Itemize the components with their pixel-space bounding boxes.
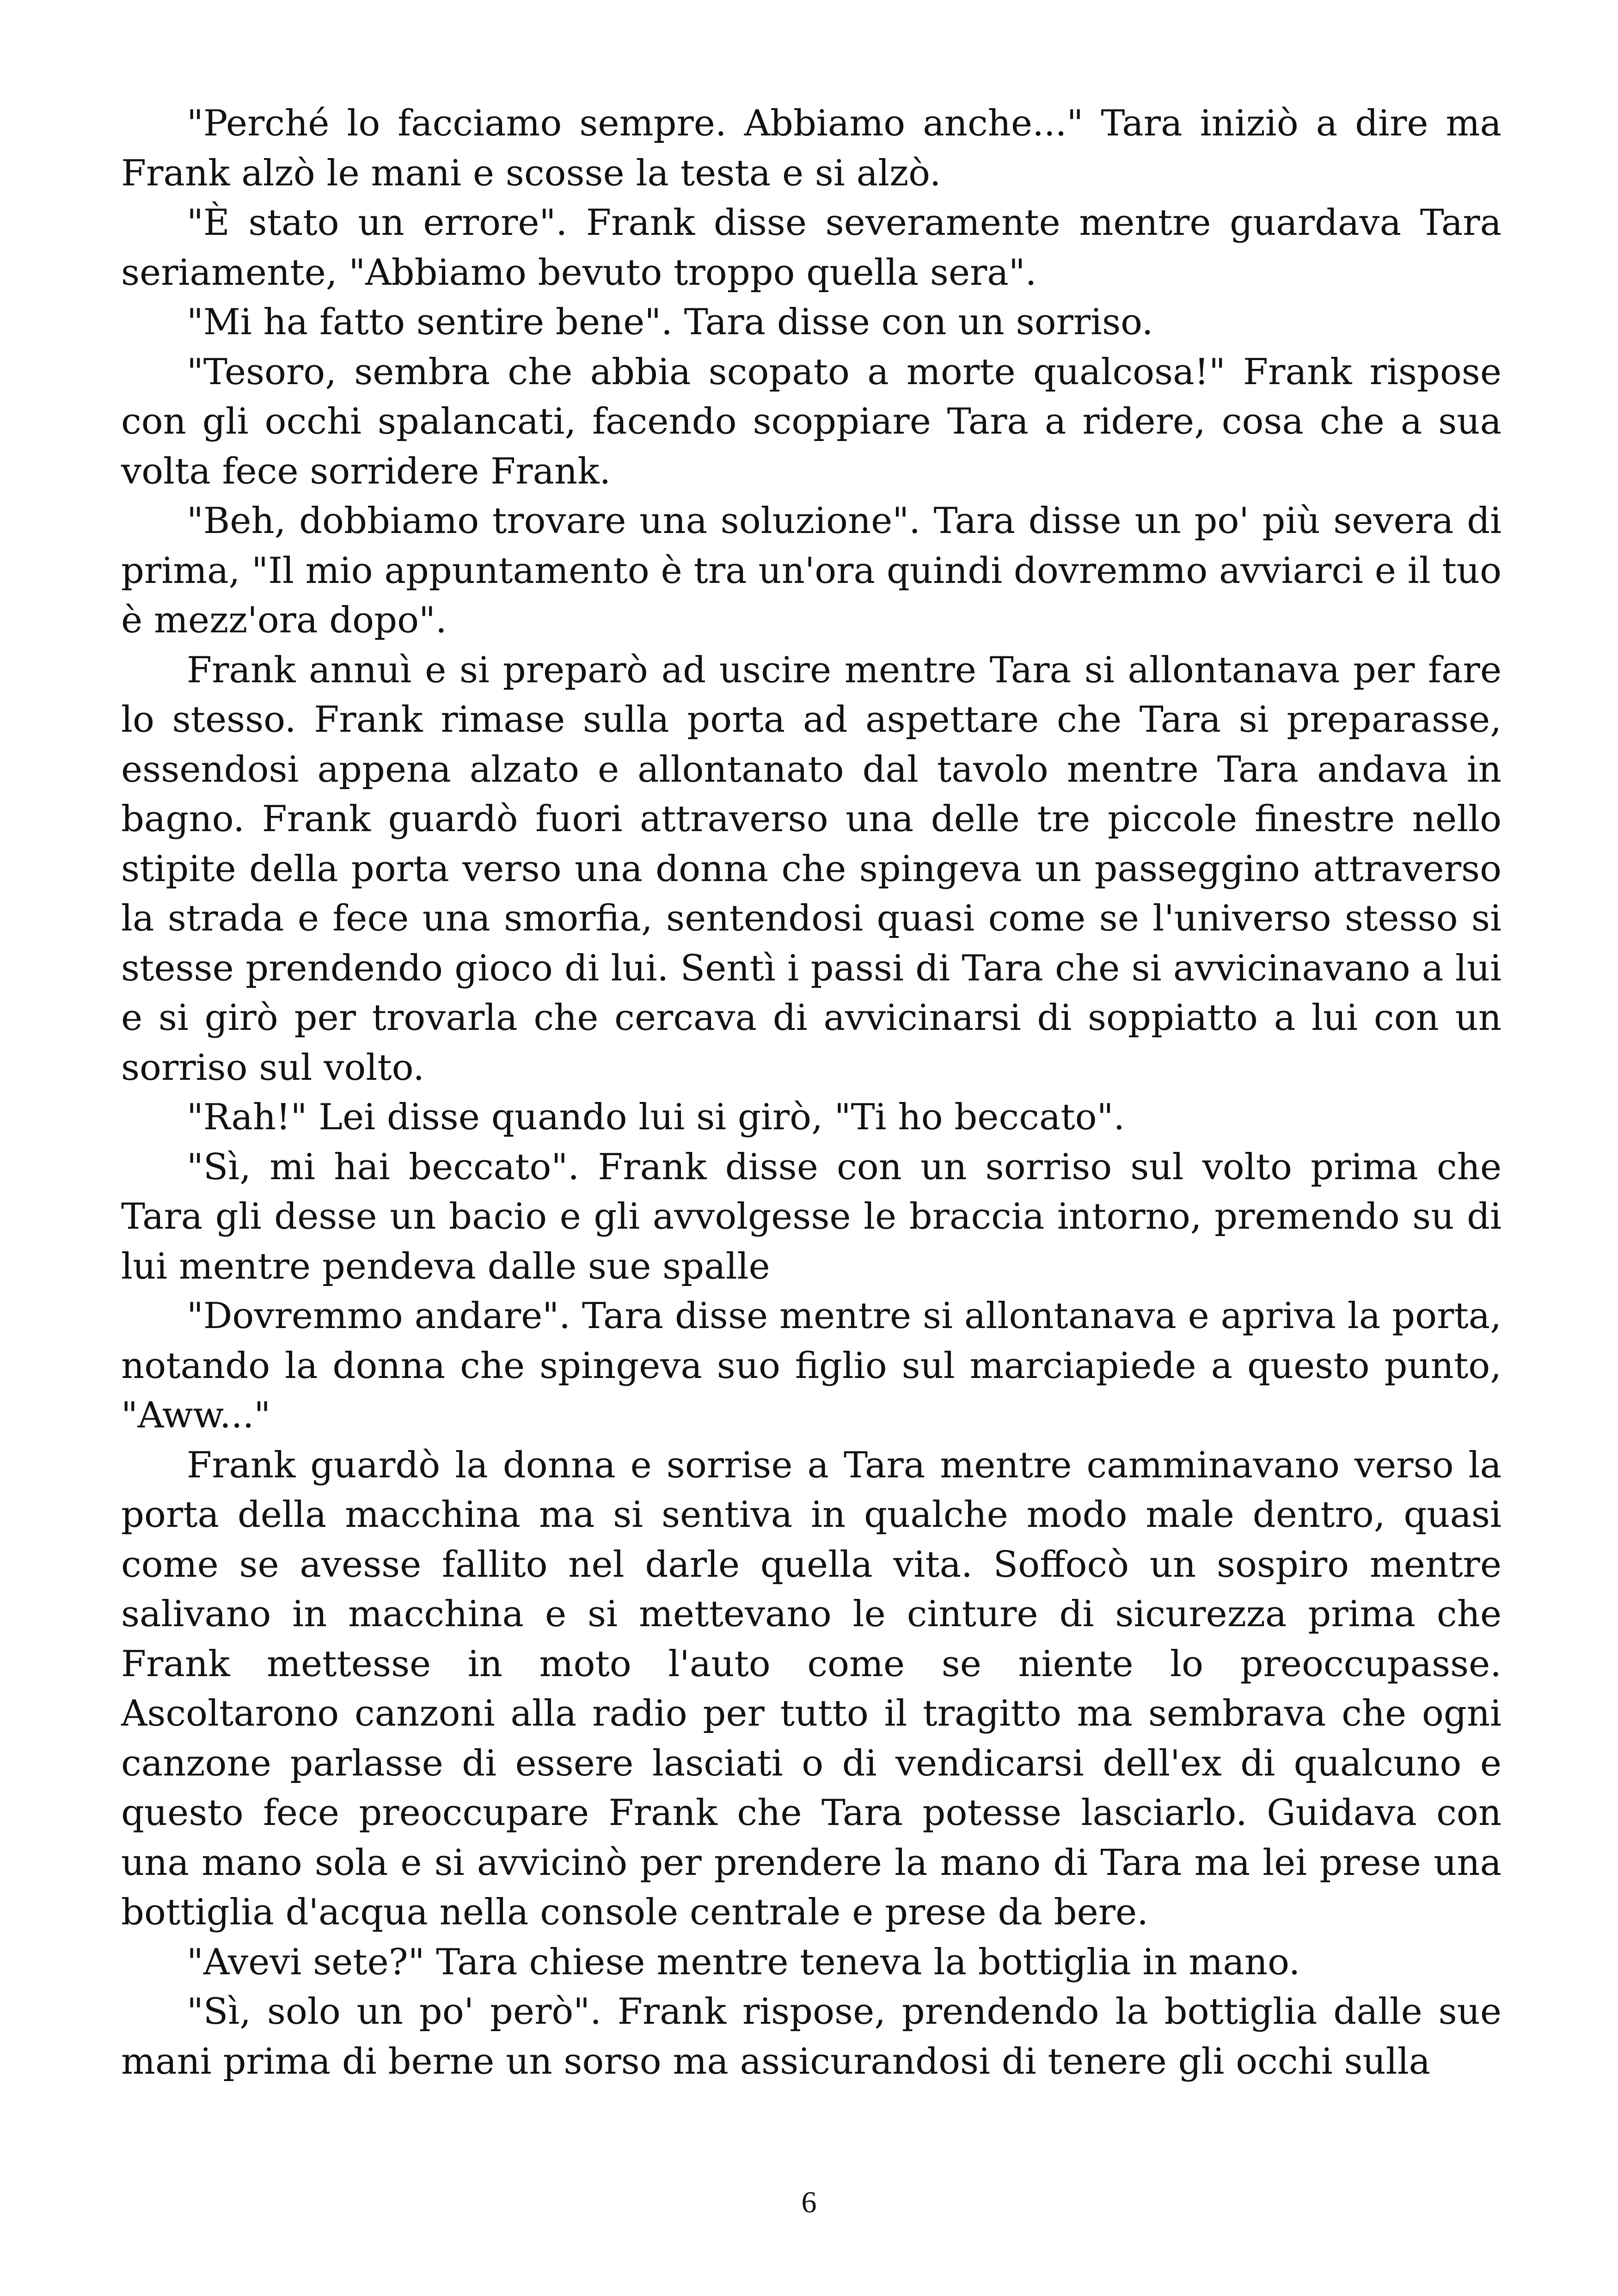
paragraph: Frank guardò la donna e sorrise a Tara mentre camminavano verso la porta della macchina ma si sentiva in qualche modo male dentro, quasi come se avesse fallito nel darle quella vita. Soffocò un sospiro mentre salivano in macchina e si mettevano le cinture di sicurezza prima che Frank mettesse in moto l'auto come se niente lo preoccupasse. Ascoltarono canzoni alla radio per tutto il tragitto ma sembrava che ogni canzone parlasse di essere lasciati o di vendicarsi dell'ex di qualcuno e questo fece preoccupare Frank che Tara potesse lasciarlo. Guidava con una mano sola e si avvicinò per prendere la mano di Tara ma lei prese una bottiglia d'acqua nella console centrale e prese da bere. bbox=[121, 1444, 1502, 1933]
paragraph: "Sì, solo un po' però". Frank rispose, prendendo la bottiglia dalle sue mani prima di berne un sorso ma assicurandosi di tenere gli occhi sulla bbox=[121, 1991, 1502, 2082]
page-body bbox=[121, 99, 1502, 2087]
paragraph: "Sì, mi hai beccato". Frank disse con un sorriso sul volto prima che Tara gli desse un bacio e gli avvolgesse le braccia intorno, premendo su di lui mentre pendeva dalle sue spalle bbox=[121, 1146, 1502, 1287]
paragraph: "Rah!" Lei disse quando lui si girò, "Ti ho beccato". bbox=[187, 1096, 1125, 1138]
paragraph: "È stato un errore". Frank disse severamente mentre guardava Tara seriamente, "Abbiamo bevuto troppo quella sera". bbox=[121, 202, 1502, 294]
page-number: 6 bbox=[801, 2186, 817, 2219]
paragraph: "Tesoro, sembra che abbia scopato a morte qualcosa!" Frank rispose con gli occhi spalancati, facendo scoppiare Tara a ridere, cosa che a sua volta fece sorridere Frank. bbox=[121, 351, 1502, 492]
paragraph: "Dovremmo andare". Tara disse mentre si allontanava e apriva la porta, notando la donna che spingeva suo figlio sul marciapiede a questo punto, "Aww..." bbox=[121, 1295, 1502, 1436]
paragraph: "Perché lo facciamo sempre. Abbiamo anche..." Tara iniziò a dire ma Frank alzò le mani e scosse la testa e si alzò. bbox=[121, 103, 1502, 194]
paragraph: "Beh, dobbiamo trovare una soluzione". Tara disse un po' più severa di prima, "Il mio appuntamento è tra un'ora quindi dovremmo avviarci e il tuo è mezz'ora dopo". bbox=[121, 500, 1502, 641]
paragraph: "Mi ha fatto sentire bene". Tara disse con un sorriso. bbox=[187, 301, 1153, 343]
paragraph: Frank annuì e si preparò ad uscire mentre Tara si allontanava per fare lo stesso. Frank rimase sulla porta ad aspettare che Tara si preparasse, essendosi appena alzato e allontanato dal tavolo mentre Tara andava in bagno. Frank guardò fuori attraverso una delle tre piccole finestre nello stipite della porta verso una donna che spingeva un passeggino attraverso la strada e fece una smorfia, sentendosi quasi come se l'universo stesso si stesse prendendo gioco di lui. Sentì i passi di Tara che si avvicinavano a lui e si girò per trovarla che cercava di avvicinarsi di soppiatto a lui con un sorriso sul volto. bbox=[121, 649, 1502, 1089]
paragraph: "Avevi sete?" Tara chiese mentre teneva la bottiglia in mano. bbox=[187, 1941, 1300, 1983]
